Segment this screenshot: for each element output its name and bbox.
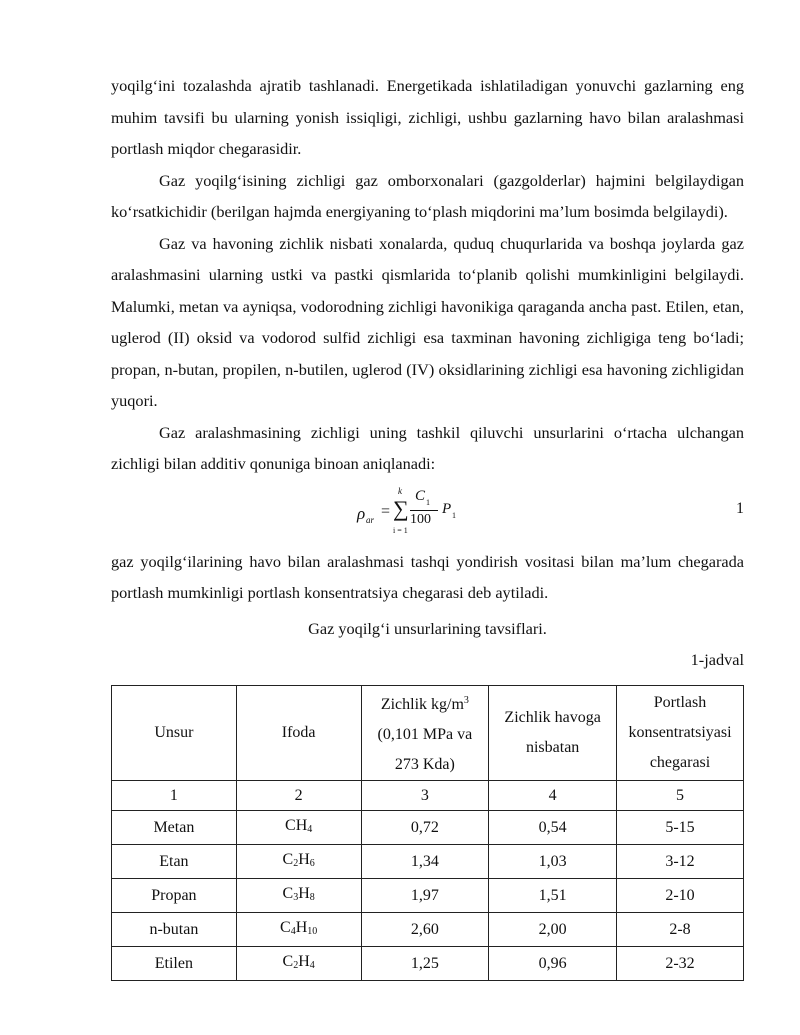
col-number: 3 bbox=[361, 780, 489, 810]
gas-properties-table bbox=[111, 685, 744, 981]
formula-subscript: 10 bbox=[307, 925, 318, 937]
cell-chegara: 3-12 bbox=[617, 844, 744, 878]
cell-unsur: n-butan bbox=[112, 912, 237, 946]
formula-sum-upper: k bbox=[398, 485, 402, 496]
formula-numerator-sub: 1 bbox=[426, 497, 430, 507]
col-number: 4 bbox=[489, 780, 617, 810]
equation-number: 1 bbox=[736, 499, 744, 517]
cell-ifoda bbox=[236, 878, 361, 912]
cell-nisbat: 2,00 bbox=[489, 912, 617, 946]
formula-element: CH bbox=[285, 816, 308, 834]
formula-subscript: 4 bbox=[307, 823, 313, 835]
cell-zichlik: 2,60 bbox=[361, 912, 489, 946]
table-row bbox=[112, 844, 744, 878]
formula-denominator: 100 bbox=[410, 511, 431, 527]
table-number: 1-jadval bbox=[690, 649, 744, 669]
formula-subscript: 2 bbox=[293, 857, 299, 869]
paragraph-4: Gaz aralashmasining zichligi uning tashkil qiluvchi unsurlarini o‘rtacha ulchangan zichligi bilan additiv qonuniga binoan aniqlanadi: bbox=[111, 422, 744, 473]
paragraph-2: Gaz yoqilg‘isining zichligi gaz omborxonalari (gazgolderlar) hajmini belgilaydigan ko‘rsatkichidir (berilgan hajmda energiyaning to‘plash miqdorini ma’lum bosimda belgilaydi). bbox=[111, 170, 744, 221]
formula-numerator: C bbox=[415, 487, 426, 504]
cell-chegara: 2-32 bbox=[617, 946, 744, 980]
cell-unsur: Propan bbox=[112, 878, 237, 912]
header-ifoda: Ifoda bbox=[236, 685, 361, 780]
paragraph-5: gaz yoqilg‘ilarining havo bilan aralashmasi tashqi yondirish vositasi bilan ma’lum chegarada portlash mumkinligi portlash konsentratsiya chegarasi deb aytiladi. bbox=[111, 551, 744, 602]
table-row bbox=[112, 810, 744, 844]
formula-factor-sub: 1 bbox=[452, 510, 456, 520]
header-unsur: Unsur bbox=[112, 685, 237, 780]
cell-nisbat: 0,54 bbox=[489, 810, 617, 844]
formula-sigma: ∑ bbox=[393, 495, 409, 521]
cell-nisbat: 1,51 bbox=[489, 878, 617, 912]
density-formula bbox=[357, 486, 477, 542]
header-nisbat: Zichlik havoga nisbatan bbox=[489, 685, 617, 780]
col-number: 2 bbox=[236, 780, 361, 810]
formula-subscript: 8 bbox=[309, 891, 315, 903]
cell-chegara: 2-8 bbox=[617, 912, 744, 946]
cell-ifoda bbox=[236, 946, 361, 980]
cell-ifoda bbox=[236, 912, 361, 946]
header-chegara: Portlash konsentratsiyasi chegarasi bbox=[617, 685, 744, 780]
cell-zichlik: 1,34 bbox=[361, 844, 489, 878]
formula-element: H bbox=[295, 918, 308, 936]
formula-element: C bbox=[282, 884, 294, 902]
table-header-row bbox=[112, 685, 744, 780]
cell-ifoda bbox=[236, 844, 361, 878]
table-row bbox=[112, 912, 744, 946]
cell-unsur: Etilen bbox=[112, 946, 237, 980]
cell-unsur: Metan bbox=[112, 810, 237, 844]
formula-element: C bbox=[282, 952, 294, 970]
header-zichlik-text: Zichlik $kg/m^3$ (0,101 MPa va 273 Kda) bbox=[377, 694, 473, 773]
table-row bbox=[112, 946, 744, 980]
formula-element: H bbox=[298, 952, 310, 970]
formula-factor: P bbox=[442, 500, 452, 517]
cell-nisbat: 1,03 bbox=[489, 844, 617, 878]
formula-element: H bbox=[298, 884, 310, 902]
cell-unsur: Etan bbox=[112, 844, 237, 878]
table-row bbox=[112, 878, 744, 912]
formula-element: C bbox=[280, 918, 291, 936]
cell-chegara: 5-15 bbox=[617, 810, 744, 844]
formula-subscript: 6 bbox=[309, 857, 315, 869]
table-number-row bbox=[112, 780, 744, 810]
formula-element: C bbox=[282, 850, 294, 868]
cell-zichlik: 1,97 bbox=[361, 878, 489, 912]
formula-lhs-sub: ar bbox=[366, 514, 375, 525]
cell-zichlik: 0,72 bbox=[361, 810, 489, 844]
fraction-bar bbox=[410, 510, 438, 511]
cell-nisbat: 0,96 bbox=[489, 946, 617, 980]
table-caption: Gaz yoqilg‘i unsurlarining tavsiflari. bbox=[308, 618, 547, 638]
formula-subscript: 4 bbox=[309, 959, 315, 971]
formula-row bbox=[111, 482, 744, 546]
col-number: 5 bbox=[617, 780, 744, 810]
cell-zichlik: 1,25 bbox=[361, 946, 489, 980]
formula-equals: = bbox=[381, 502, 391, 520]
formula-subscript: 2 bbox=[293, 959, 299, 971]
paragraph-1: yoqilg‘ini tozalashda ajratib tashlanadi. Energetikada ishlatiladigan yonuvchi gazlarning eng muhim tavsifi bu ularning yonish issiqligi, zichligi, ushbu gazlarning havo bilan aralashmasi portlash miqdor chegarasidir. bbox=[111, 76, 744, 158]
formula-lhs: ρ bbox=[357, 503, 366, 523]
col-number: 1 bbox=[112, 780, 237, 810]
formula-subscript: 4 bbox=[290, 925, 296, 937]
cell-chegara: 2-10 bbox=[617, 878, 744, 912]
document-page bbox=[111, 70, 744, 981]
formula-element: H bbox=[298, 850, 310, 868]
cell-ifoda bbox=[236, 810, 361, 844]
paragraph-3: Gaz va havoning zichlik nisbati xonalarda, quduq chuqurlarida va boshqa joylarda gaz aralashmasini ularning ustki va pastki qismlarida to‘planib qolishi mumkinligini belgilaydi. Malumki, metan va ayniqsa, vodorodning zichligi havonikiga qaraganda ancha past. Etilen, etan, uglerod (II) oksid va vodorod sulfid zichligi esa taxminan havoning zichligiga teng bo‘ladi; propan, n-butan, propilen, n-butilen, uglerod (IV) oksidlarining zichligi esa havoning zichligidan yuqori. bbox=[111, 233, 744, 410]
header-zichlik bbox=[361, 685, 489, 780]
formula-subscript: 3 bbox=[293, 891, 299, 903]
formula-sum-lower: i = 1 bbox=[393, 525, 408, 535]
